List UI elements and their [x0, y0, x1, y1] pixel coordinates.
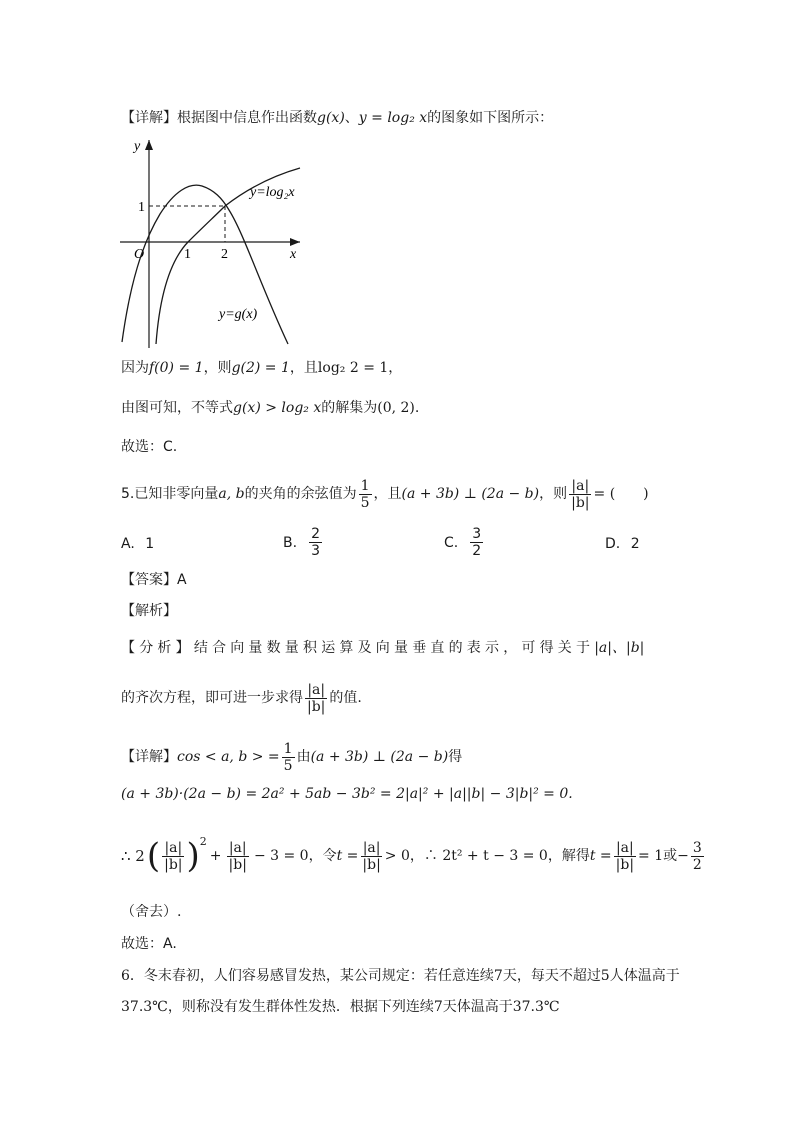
y-axis-arrow [145, 140, 153, 150]
abs-terms: |a|、|b| [594, 640, 645, 656]
answer-line [121, 570, 187, 590]
detail-tag: 【详解】 [121, 110, 177, 126]
f0-expr: f(0) = 1 [149, 360, 204, 376]
y-axis-label: y [134, 139, 141, 154]
x-axis-label: x [290, 247, 297, 262]
log-curve-label: y=log₂x [250, 185, 295, 200]
question-6-line-2: 37.3℃，则称没有发生群体性发热．根据下列连续7天体温高于37.3℃ [121, 999, 560, 1015]
discard-note: （舍去）. [121, 904, 182, 920]
log-expr: log₂ 2 = 1 [317, 360, 389, 376]
analysis-line-1: 【分析】结合向量数量积运算及向量垂直的表示，可得关于|a|、|b| [121, 640, 645, 656]
inequality-expr: g(x) > log₂ x [233, 400, 322, 416]
g-curve [122, 185, 288, 344]
analysis-ratio: $\frac{|a|}{|b|}$ [307, 681, 326, 715]
tick-y-1: 1 [138, 200, 145, 215]
g2-expr: g(2) = 1 [231, 360, 290, 376]
function-graph [112, 134, 308, 350]
perpendicular-expr: (a + 3b) ⊥ (2a − b) [401, 486, 540, 502]
question-6-line-1: 6．冬末春初，人们容易感冒发热，某公司规定：若任意连续7天，每天不超过5人体温高于 [121, 968, 680, 984]
answer-tag: 【答案】 [121, 572, 177, 588]
detail-intro-text: 根据图中信息作出函数 [177, 110, 317, 126]
answer-choice-c: 故选：C. [121, 439, 178, 455]
detail-intro: 【详解】根据图中信息作出函数g(x)、y = log₂ x的图象如下图所示： [121, 110, 554, 126]
question-number: 5. [121, 486, 135, 502]
g-curve-label: y=g(x) [219, 307, 258, 322]
conclusion-line: 由图可知，不等式g(x) > log₂ x的解集为(0, 2). [121, 400, 420, 416]
log-function-expr: y = log₂ x [358, 110, 428, 126]
tick-x-2: 2 [221, 247, 228, 262]
solution-set: (0, 2) [377, 400, 415, 416]
analysis-heading: 【解析】 [121, 603, 177, 619]
g-function-expr: g(x) [317, 110, 345, 126]
origin-label: O [134, 247, 145, 262]
detail2-line-1: 【详解】 cos < a, b > = $\frac{1}{5}$ 由 (a + 3b) ⊥ (2a − b) 得 [121, 740, 463, 774]
answer-choice-a: 故选：A. [121, 936, 177, 952]
cos-fraction: $\frac{1}{5}$ [360, 477, 370, 511]
option-a[interactable]: A. 1 [121, 536, 155, 552]
cos-expr: cos < a, b > = [177, 749, 280, 765]
question-5: 5. 已知非零向量 a, b 的夹角的余弦值为 $\frac{1}{5}$ ，且 (a + 3b) ⊥ (2a − b) ，则 $\frac{|a|}{|b|}$ = ( ) [121, 477, 649, 511]
answer-value: A [177, 572, 187, 588]
detail2-expansion: (a + 3b)·(2a − b) = 2a² + 5ab − 3b² = 2|a|² + |a||b| − 3|b|² = 0. [121, 786, 573, 802]
vectors-ab: a, b [218, 486, 245, 502]
x-axis-arrow [290, 238, 300, 246]
reason-line: 因为f(0) = 1，则g(2) = 1，且log₂ 2 = 1， [121, 360, 403, 376]
ratio-fraction: $\frac{|a|}{|b|}$ [571, 477, 590, 511]
detail2-equation: ∴ 2 ( $\frac{|a|}{|b|}$ ) 2 + $\frac{|a|}{|b|}$ − 3 = 0 ，令 t = $\frac{|a|}{|b|}$ > 0 ，∴ 2t² + t − 3 = 0 ，解得 t = $\frac{|a|}{|b|}$ = 1 或 − $\frac{3}{2}$ [121, 835, 702, 876]
option-c[interactable]: C. $\frac{3}{2}$ [444, 526, 482, 559]
option-d[interactable]: D. 2 [605, 536, 640, 552]
option-b[interactable]: B. $\frac{2}{3}$ [283, 526, 320, 559]
analysis-line-2: 的齐次方程，即可进一步求得 $\frac{|a|}{|b|}$ 的值. [121, 681, 362, 715]
tick-x-1: 1 [184, 247, 191, 262]
